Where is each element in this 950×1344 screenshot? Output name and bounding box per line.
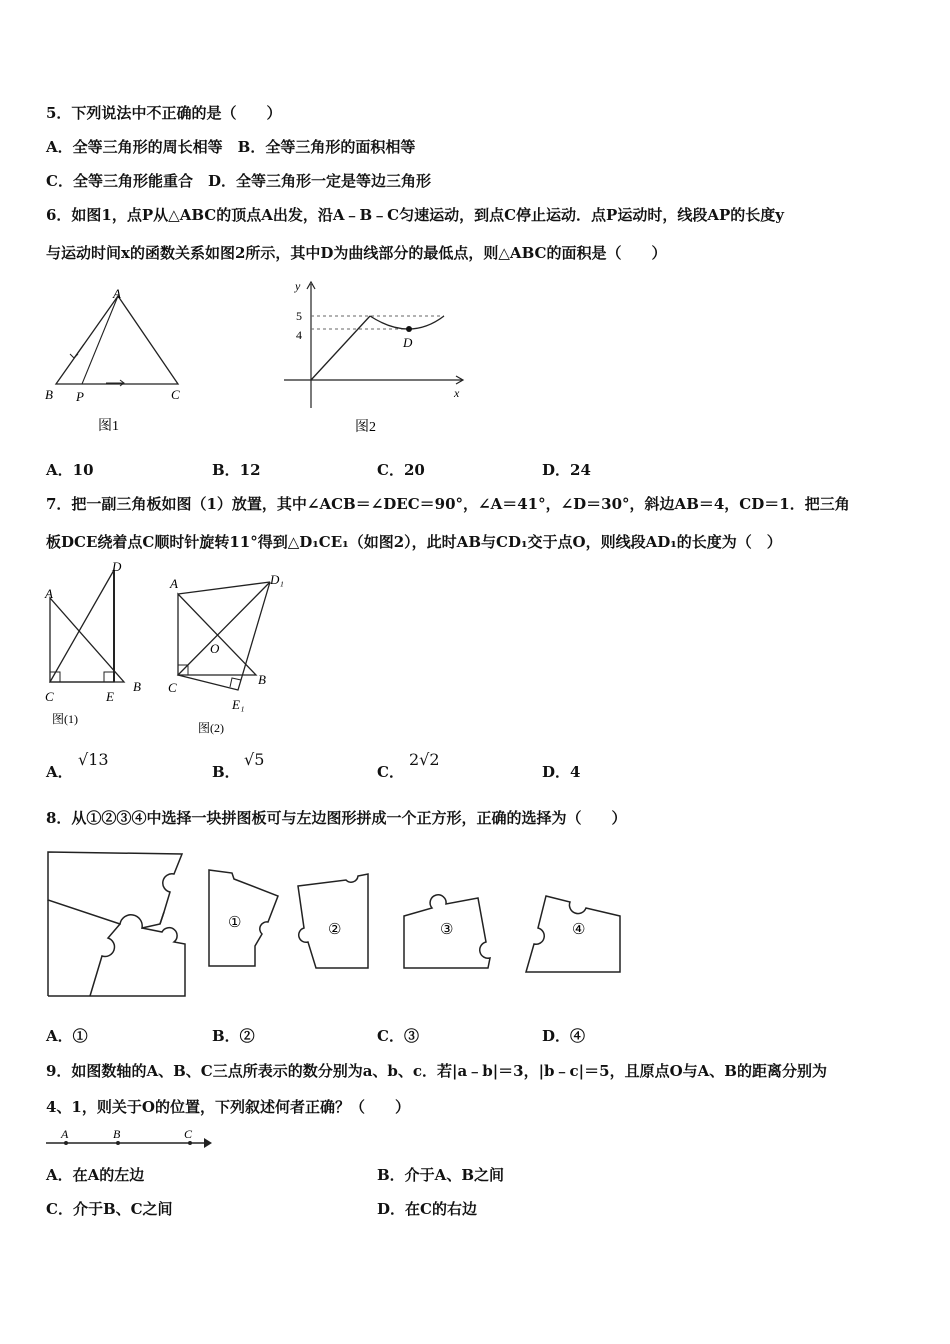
- q7-option-c-value: 2√2: [409, 750, 440, 769]
- q7-stem-line1: 7．把一副三角板如图（1）放置，其中∠ACB＝∠DEC＝90°，∠A＝41°，∠D＝30°，斜边AB＝4，CD＝1．把三角: [46, 495, 850, 513]
- q9-axis-label-B: B: [113, 1127, 121, 1141]
- q6-stem-line1: 6．如图1，点P从△ABC的顶点A出发，沿A﹣B﹣C匀速运动，到点C停止运动．点P运动时，线段AP的长度y: [46, 206, 784, 224]
- q7-option-c[interactable]: C．: [377, 763, 404, 781]
- q6-figure1: [40, 282, 200, 442]
- q8-piece-4-label: ④: [572, 922, 586, 938]
- q9-axis-label-C: C: [184, 1127, 193, 1141]
- q7-figure2: [160, 572, 290, 737]
- q6-option-a[interactable]: A．10: [46, 461, 94, 479]
- q6-point-D-marker: [406, 326, 412, 332]
- q8-option-d[interactable]: D．④: [542, 1027, 586, 1045]
- q7-fig1-label-B: B: [133, 679, 141, 694]
- q7-fig2-label-D1: D₁: [270, 572, 284, 587]
- q6-option-c[interactable]: C．20: [377, 461, 425, 479]
- q6-stem-line2: 与运动时间x的函数关系如图2所示，其中D为曲线部分的最低点，则△ABC的面积是（ ）: [46, 244, 667, 262]
- q9-option-a[interactable]: A．在A的左边: [46, 1166, 145, 1184]
- q6-fig1-label-C: C: [171, 387, 180, 402]
- q5-options-ab: A．全等三角形的周长相等 B．全等三角形的面积相等: [46, 138, 416, 156]
- q6-fig2-tick-4: 4: [296, 328, 302, 342]
- q7-option-b[interactable]: B．: [212, 763, 240, 781]
- q6-figure2: [276, 278, 471, 444]
- q6-fig2-y-label: y: [295, 279, 301, 293]
- q9-axis-label-A: A: [61, 1127, 69, 1141]
- q8-option-b[interactable]: B．②: [212, 1027, 255, 1045]
- q6-option-b[interactable]: B．12: [212, 461, 261, 479]
- q6-fig2-label-D: D: [403, 335, 413, 350]
- q9-stem-line1: 9．如图数轴的A、B、C三点所表示的数分别为a、b、c．若|a﹣b|＝3，|b﹣c|＝5，且原点O与A、B的距离分别为: [46, 1062, 827, 1080]
- q8-option-c[interactable]: C．③: [377, 1027, 419, 1045]
- q7-fig2-label-A: A: [170, 576, 178, 591]
- q7-fig2-label-O: O: [210, 641, 220, 656]
- q7-fig1-label-D: D: [112, 559, 122, 574]
- q6-fig2-x-label: x: [454, 386, 460, 400]
- q8-piece-1-label: ①: [228, 915, 242, 931]
- q5-options-cd: C．全等三角形能重合 D．全等三角形一定是等边三角形: [46, 172, 431, 190]
- q7-stem-line2: 板DCE绕着点C顺时针旋转11°得到△D₁CE₁（如图2），此时AB与CD₁交于点O，则线段AD₁的长度为（ ）: [46, 533, 782, 551]
- q6-fig1-label-A: A: [113, 286, 121, 301]
- q8-option-a[interactable]: A．①: [46, 1027, 88, 1045]
- q7-option-a[interactable]: A．: [46, 763, 73, 781]
- q9-option-b[interactable]: B．介于A、B之间: [377, 1166, 504, 1184]
- q7-fig2-label-B: B: [258, 672, 266, 687]
- q7-option-d[interactable]: D．4: [542, 763, 581, 781]
- q7-fig1-label-C: C: [45, 689, 54, 704]
- q8-figure: [42, 846, 627, 1002]
- q8-piece-2-label: ②: [328, 922, 342, 938]
- q7-fig1-caption: 图(1): [52, 712, 78, 726]
- q7-fig2-label-E1: E₁: [232, 697, 245, 712]
- q8-stem: 8．从①②③④中选择一块拼图板可与左边图形拼成一个正方形，正确的选择为（ ）: [46, 809, 627, 827]
- q7-fig1-label-E: E: [106, 689, 114, 704]
- q8-piece-1: [209, 870, 278, 966]
- q6-option-d[interactable]: D．24: [542, 461, 591, 479]
- q7-fig2-label-C: C: [168, 680, 177, 695]
- q7-figure1: [42, 558, 157, 733]
- q8-piece-2: [298, 874, 368, 968]
- q9-number-line: [42, 1125, 217, 1155]
- q6-fig1-label-P: P: [76, 389, 84, 404]
- q7-option-a-value: √13: [78, 750, 109, 769]
- q8-piece-3-label: ③: [440, 922, 454, 938]
- q7-option-b-value: √5: [244, 750, 265, 769]
- q6-fig2-tick-5: 5: [296, 309, 302, 323]
- q6-fig2-caption: 图2: [355, 420, 376, 435]
- q8-main-shape: [48, 852, 185, 996]
- q6-fig1-label-B: B: [45, 387, 53, 402]
- q6-fig1-caption: 图1: [98, 419, 119, 434]
- q9-option-d[interactable]: D．在C的右边: [377, 1200, 477, 1218]
- q5-stem: 5．下列说法中不正确的是（ ）: [46, 104, 282, 122]
- q9-stem-line2: 4、1，则关于O的位置，下列叙述何者正确？（ ）: [46, 1098, 410, 1116]
- q7-fig1-label-A: A: [45, 586, 53, 601]
- q7-fig2-caption: 图(2): [198, 721, 224, 735]
- q9-option-c[interactable]: C．介于B、C之间: [46, 1200, 173, 1218]
